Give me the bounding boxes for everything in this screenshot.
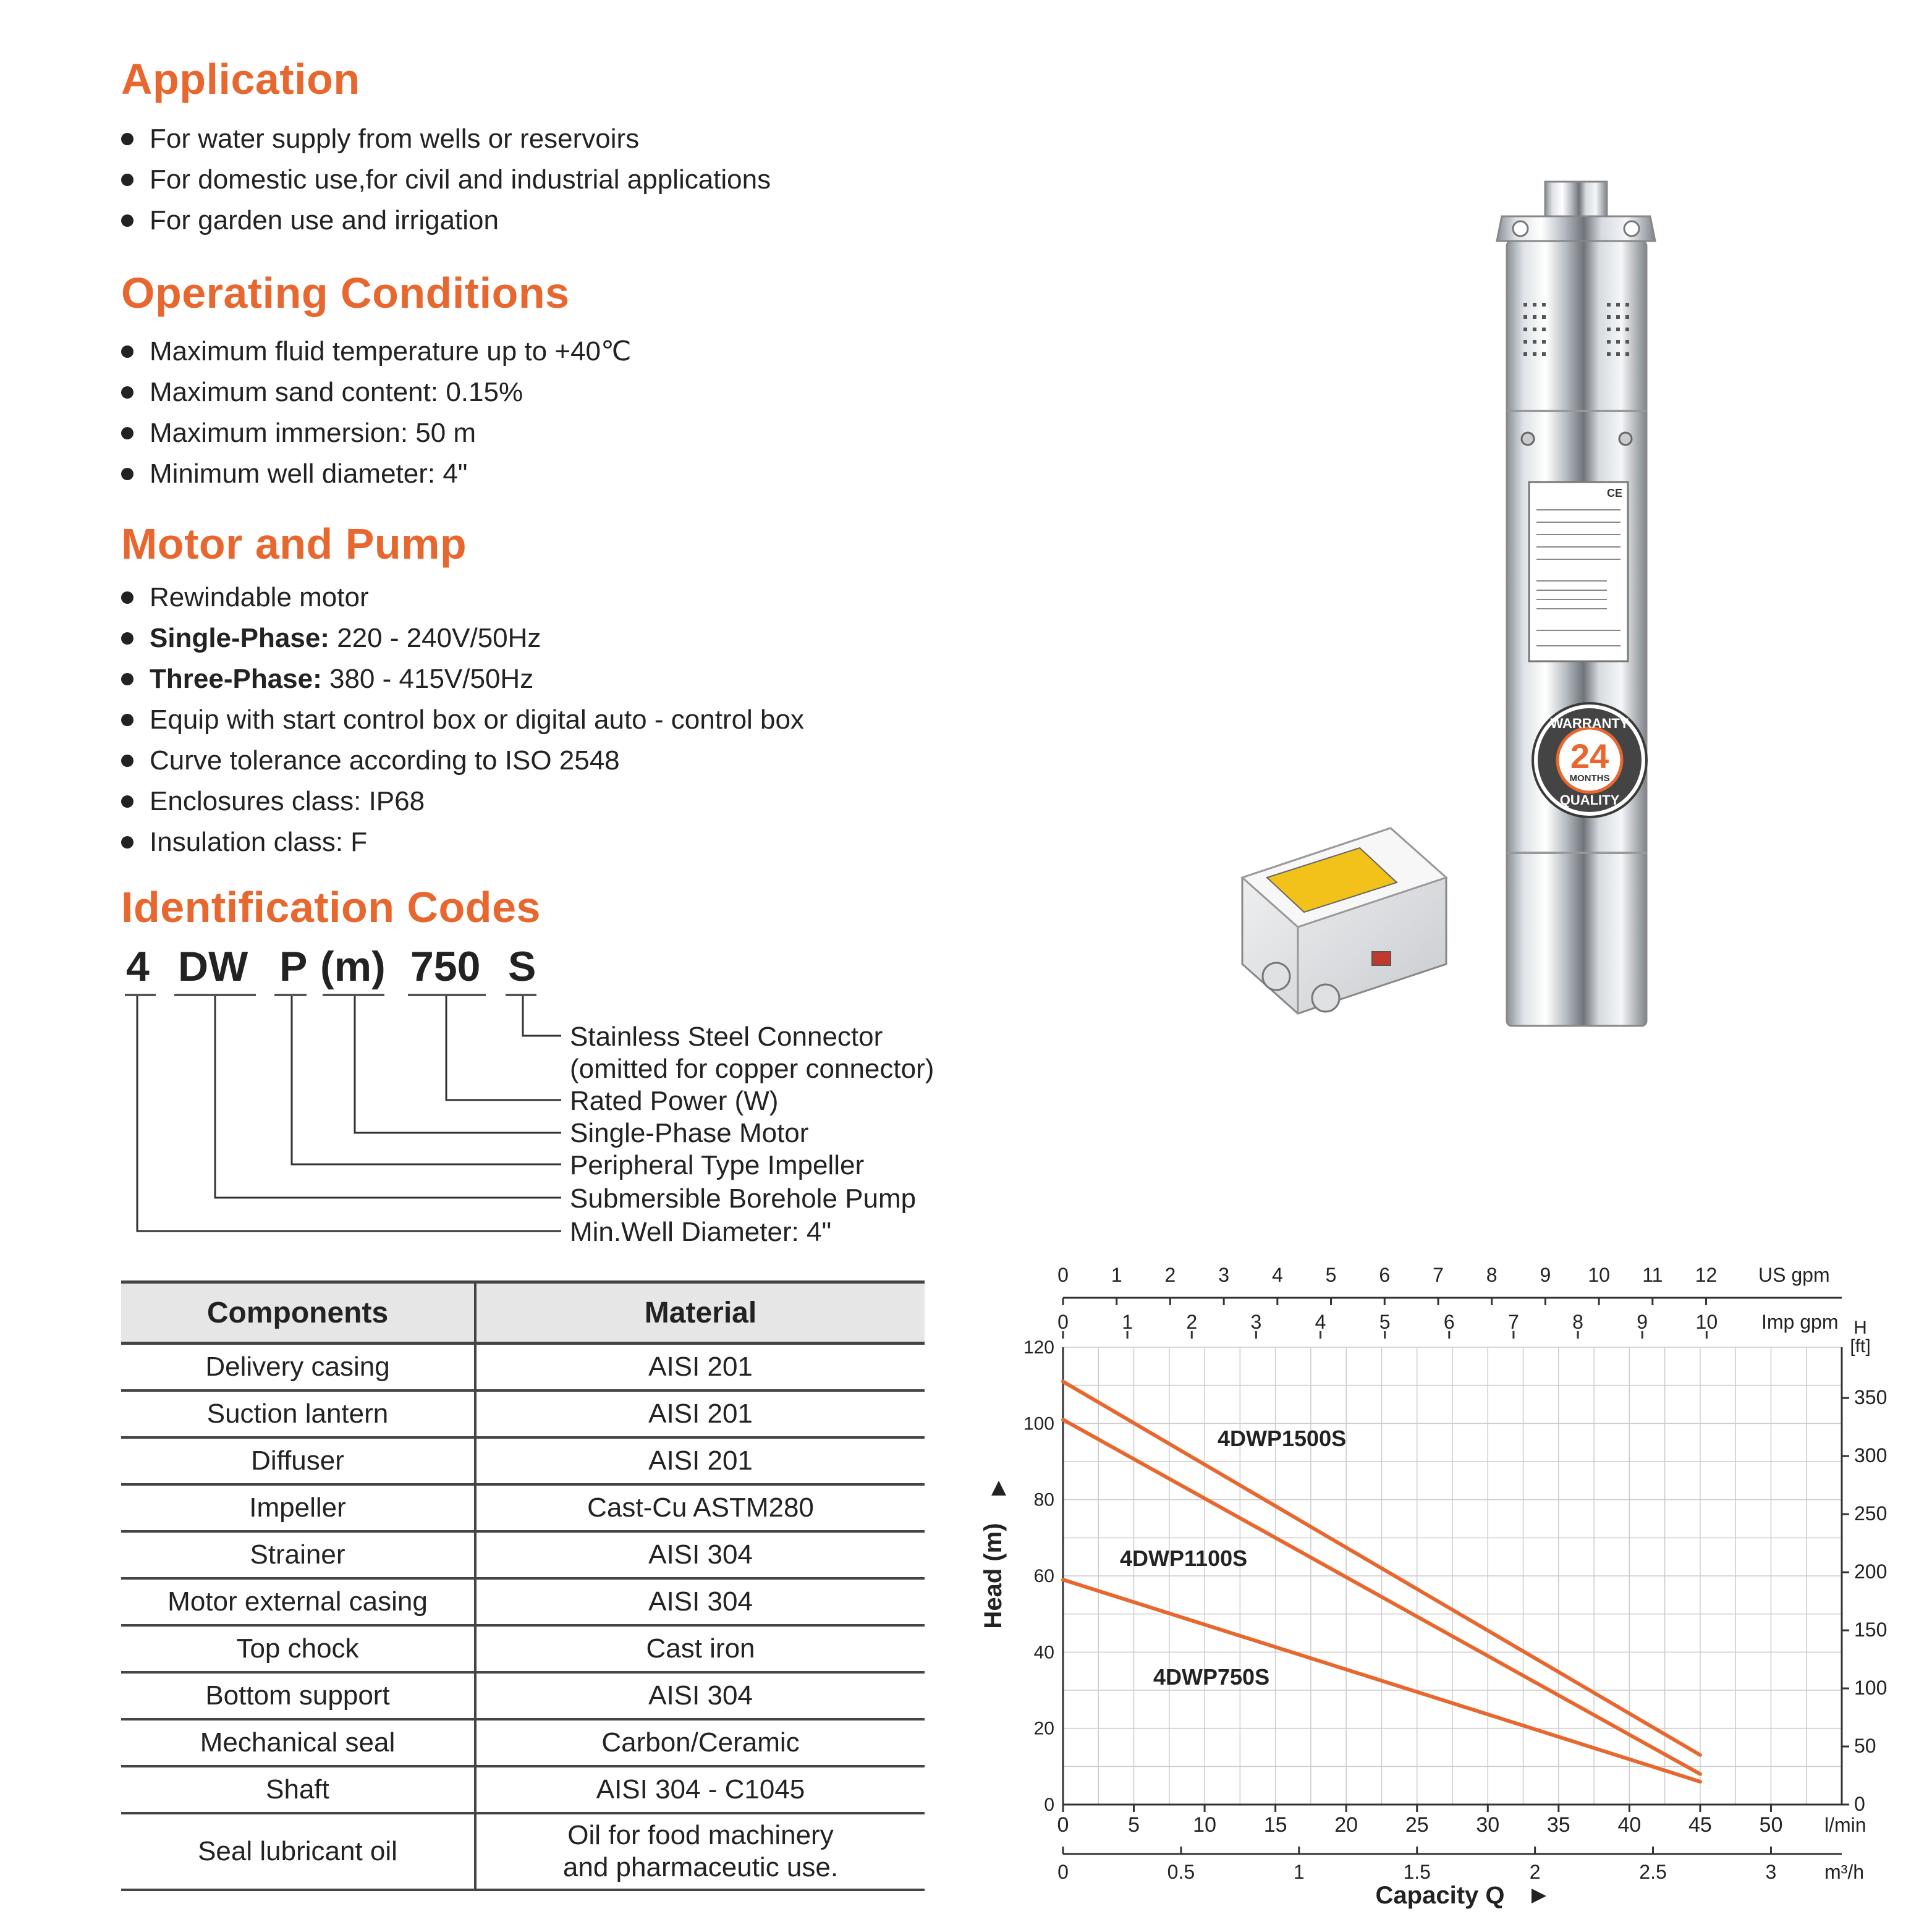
materials-table [121, 1280, 925, 1891]
us-gpm-tick-label: 2 [1164, 1264, 1176, 1286]
x-tick-label: 45 [1688, 1813, 1712, 1837]
code-desc-phase: Single-Phase Motor [570, 1118, 809, 1148]
x-tick-label: 25 [1405, 1813, 1429, 1837]
component-cell: Diffuser [121, 1437, 475, 1484]
item-text: Insulation class: F [150, 827, 368, 857]
ft-tick-label: 350 [1854, 1386, 1888, 1409]
component-cell: Impeller [121, 1484, 475, 1531]
x-tick-label: 20 [1334, 1813, 1358, 1837]
x-axis-arrow [1532, 1889, 1546, 1903]
table-row [121, 1672, 925, 1719]
operating-heading: Operating Conditions [121, 269, 570, 317]
code-desc-diameter: Min.Well Diameter: 4" [570, 1217, 832, 1247]
component-cell: Suction lantern [121, 1390, 475, 1437]
code-desc-connector-note: (omitted for copper connector) [570, 1054, 934, 1084]
material-cell: AISI 304 [475, 1578, 925, 1625]
us-gpm-tick-label: 1 [1111, 1264, 1122, 1286]
component-cell: Seal lubricant oil [121, 1813, 475, 1890]
item-text: 380 - 415V/50Hz [321, 664, 534, 694]
material-cell: Cast-Cu ASTM280 [475, 1484, 925, 1531]
us-gpm-tick-label: 4 [1271, 1264, 1283, 1286]
chart-grid [1063, 1347, 1842, 1805]
code-connector-lines [0, 0, 618, 1242]
item-label: Single-Phase: [150, 623, 329, 653]
material-line: Oil for food machinery [567, 1820, 834, 1850]
application-heading: Application [121, 55, 360, 103]
series-label-4dwp1500s: 4DWP1500S [1218, 1426, 1347, 1451]
us-gpm-tick-label: 6 [1379, 1264, 1391, 1286]
code-part-type: DW [178, 943, 248, 990]
ft-axis-unit: [ft] [1850, 1336, 1871, 1357]
x-tick-label: 50 [1759, 1813, 1783, 1837]
us-gpm-tick-label: 3 [1218, 1264, 1230, 1286]
material-cell: AISI 201 [475, 1390, 925, 1437]
us-gpm-tick-label: 9 [1540, 1264, 1551, 1286]
column-header-components: Components [121, 1282, 475, 1344]
imp-gpm-tick-label: 4 [1315, 1311, 1326, 1333]
material-cell: Carbon/Ceramic [475, 1719, 925, 1766]
code-part-phase: (m) [320, 943, 386, 990]
us-gpm-tick-label: 0 [1057, 1264, 1069, 1286]
code-desc-power: Rated Power (W) [570, 1086, 779, 1116]
warranty-badge [1533, 703, 1646, 817]
x-tick-label: 0 [1057, 1813, 1069, 1837]
item-label: Three-Phase: [150, 664, 322, 694]
material-cell [475, 1813, 925, 1890]
imp-gpm-tick-label: 2 [1186, 1311, 1198, 1333]
table-row [121, 1578, 925, 1625]
y-tick-label: 60 [1033, 1566, 1054, 1586]
table-row [121, 1437, 925, 1484]
table-row [121, 1766, 925, 1813]
y-axis-title: Head (m) [980, 1523, 1007, 1629]
table-row [121, 1484, 925, 1531]
component-cell: Motor external casing [121, 1578, 475, 1625]
material-cell: AISI 304 [475, 1531, 925, 1578]
y-axis-arrow [991, 1481, 1006, 1496]
list-item: For water supply from wells or reservoirs [121, 119, 771, 159]
x-tick-label: 15 [1263, 1813, 1287, 1837]
list-item: Maximum immersion: 50 m [121, 413, 631, 454]
component-cell: Strainer [121, 1531, 475, 1578]
component-cell: Mechanical seal [121, 1719, 475, 1766]
x-tick-label: 40 [1617, 1813, 1642, 1837]
table-row [121, 1344, 925, 1391]
list-item: Maximum sand content: 0.15% [121, 372, 631, 413]
table-row [121, 1531, 925, 1578]
code-part-diameter: 4 [126, 943, 150, 990]
material-cell: AISI 201 [475, 1437, 925, 1484]
performance-chart [964, 1248, 1932, 1930]
list-item: Maximum fluid temperature up to +40℃ [121, 331, 631, 372]
m3h-tick-label: 2 [1529, 1861, 1541, 1883]
material-cell: AISI 304 [475, 1672, 925, 1719]
badge-number: 24 [1570, 737, 1609, 776]
x-tick-label: 10 [1193, 1813, 1217, 1837]
item-text: Curve tolerance according to ISO 2548 [150, 745, 620, 776]
pump-nameplate [1529, 482, 1628, 661]
ce-mark: CE [1607, 487, 1623, 499]
table-row [121, 1625, 925, 1672]
ft-tick-label: 0 [1854, 1793, 1865, 1815]
item-text: Rewindable motor [150, 582, 369, 612]
item-text: Equip with start control box or digital auto - control box [150, 705, 804, 735]
code-part-power: 750 [410, 943, 481, 990]
badge-bottom-text: QUALITY [1559, 792, 1620, 808]
component-cell: Shaft [121, 1766, 475, 1813]
y-tick-label: 120 [1023, 1337, 1054, 1358]
ft-tick-label: 250 [1854, 1502, 1888, 1525]
us-gpm-tick-label: 12 [1695, 1264, 1718, 1286]
material-cell: AISI 201 [475, 1344, 925, 1391]
code-desc-impeller: Peripheral Type Impeller [570, 1150, 865, 1180]
table-row [121, 1719, 925, 1766]
imp-gpm-unit-label: Imp gpm [1761, 1311, 1839, 1333]
code-desc-connector: Stainless Steel Connector [570, 1022, 883, 1052]
y-tick-label: 40 [1033, 1642, 1054, 1663]
component-cell: Delivery casing [121, 1344, 475, 1391]
badge-top-text: WARRANTY [1550, 716, 1629, 731]
us-gpm-unit-label: US gpm [1758, 1264, 1830, 1286]
us-gpm-tick-label: 11 [1642, 1264, 1663, 1286]
chart-labels [980, 1264, 1887, 1909]
ft-tick-label: 50 [1854, 1735, 1876, 1758]
list-item: For garden use and irrigation [121, 200, 771, 241]
item-text: Enclosures class: IP68 [150, 786, 425, 816]
us-gpm-tick-label: 10 [1588, 1264, 1610, 1286]
imp-gpm-tick-label: 1 [1122, 1311, 1133, 1333]
code-part-connector: S [508, 943, 536, 990]
imp-gpm-tick-label: 10 [1695, 1311, 1718, 1333]
ft-tick-label: 150 [1854, 1619, 1888, 1641]
component-cell: Top chock [121, 1625, 475, 1672]
m3h-tick-label: 2.5 [1639, 1861, 1667, 1883]
imp-gpm-tick-label: 6 [1443, 1311, 1455, 1333]
list-item: For domestic use,for civil and industrial applications [121, 159, 771, 200]
imp-gpm-tick-label: 7 [1508, 1311, 1519, 1333]
table-row [121, 1390, 925, 1437]
x-tick-label: 5 [1128, 1813, 1140, 1837]
m3h-tick-label: 0 [1057, 1861, 1069, 1883]
ft-tick-label: 100 [1854, 1677, 1888, 1699]
imp-gpm-tick-label: 3 [1250, 1311, 1262, 1333]
m3h-tick-label: 0.5 [1167, 1861, 1195, 1883]
us-gpm-tick-label: 5 [1325, 1264, 1337, 1286]
table-header-row [121, 1282, 925, 1344]
material-cell: AISI 304 - C1045 [475, 1766, 925, 1813]
series-label-4dwp750s: 4DWP750S [1153, 1664, 1270, 1690]
table-row [121, 1813, 925, 1890]
imp-gpm-tick-label: 9 [1637, 1311, 1648, 1333]
badge-unit: MONTHS [1569, 773, 1610, 784]
y-tick-label: 80 [1033, 1489, 1054, 1510]
motor-heading: Motor and Pump [121, 520, 467, 568]
column-header-material: Material [475, 1282, 925, 1344]
item-text: 220 - 240V/50Hz [329, 623, 541, 653]
material-line: and pharmaceutic use. [562, 1852, 839, 1882]
imp-gpm-tick-label: 5 [1379, 1311, 1391, 1333]
y-tick-label: 0 [1044, 1795, 1054, 1815]
list-item: Minimum well diameter: 4" [121, 454, 631, 494]
series-label-4dwp1100s: 4DWP1100S [1120, 1546, 1248, 1571]
code-part-impeller: P [279, 943, 308, 990]
code-desc-type: Submersible Borehole Pump [570, 1183, 917, 1214]
imp-gpm-tick-label: 8 [1572, 1311, 1583, 1333]
m3h-tick-label: 1.5 [1403, 1861, 1431, 1883]
m3h-tick-label: 3 [1765, 1861, 1777, 1883]
us-gpm-tick-label: 7 [1433, 1264, 1444, 1286]
imp-gpm-tick-label: 0 [1057, 1311, 1069, 1333]
control-box [1242, 828, 1446, 1014]
ft-axis-label: H [1854, 1318, 1867, 1338]
ft-tick-label: 200 [1854, 1560, 1888, 1583]
x-tick-label: 35 [1546, 1813, 1570, 1837]
x-axis-title: Capacity Q [1375, 1882, 1505, 1909]
identification-heading: Identification Codes [121, 883, 541, 931]
product-illustration [1174, 173, 1718, 1051]
m3h-tick-label: 1 [1293, 1861, 1305, 1883]
component-cell: Bottom support [121, 1672, 475, 1719]
x-tick-label: 30 [1476, 1813, 1500, 1837]
x-unit-label: l/min [1824, 1814, 1866, 1836]
material-cell: Cast iron [475, 1625, 925, 1672]
ft-tick-label: 300 [1854, 1444, 1888, 1467]
m3h-unit-label: m³/h [1824, 1861, 1864, 1883]
y-tick-label: 20 [1033, 1718, 1054, 1739]
us-gpm-tick-label: 8 [1486, 1264, 1498, 1286]
y-tick-label: 100 [1023, 1413, 1054, 1434]
